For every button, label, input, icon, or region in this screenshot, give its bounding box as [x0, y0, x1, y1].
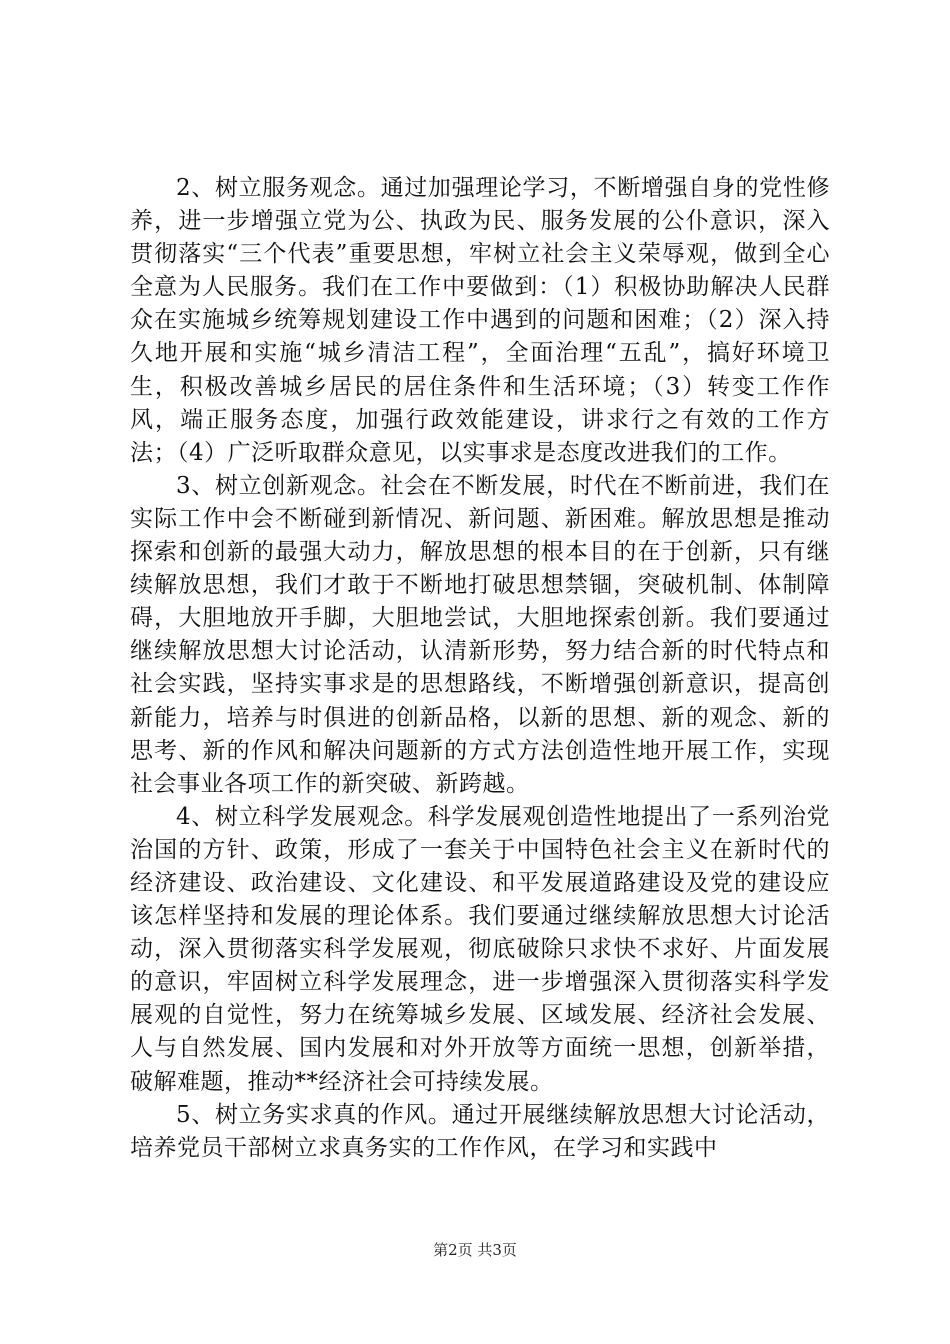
paragraph-innovation-concept: 3、树立创新观念。社会在不断发展，时代在不断前进，我们在实际工作中会不断碰到新情况、新问题、新困难。解放思想是推动探索和创新的最强大动力，解放思想的根本目的在于创新，只有继续解放思想，我们才敢于不断地打破思想禁锢，突破机制、体制障碍，大胆地放开手脚，大胆地尝试，大胆地探索创新。我们要通过继续解放思想大讨论活动，认清新形势，努力结合新的时代特点和社会实践，坚持实事求是的思想路线，不断增强创新意识，提高创新能力，培养与时俱进的创新品格，以新的思想、新的观念、新的思考、新的作风和解决问题新的方式方法创造性地开展工作，实现社会事业各项工作的新突破、新跨越。 — [130, 472, 830, 797]
paragraph-scientific-development-concept: 4、树立科学发展观念。科学发展观创造性地提出了一系列治党治国的方针、政策，形成了一套关于中国特色社会主义在新时代的经济建设、政治建设、文化建设、和平发展道路建设及党的建设应该怎样坚持和发展的理论体系。我们要通过继续解放思想大讨论活动，深入贯彻落实科学发展观，彻底破除只求快不求好、片面发展的意识，牢固树立科学发展理念，进一步增强深入贯彻落实科学发展观的自觉性，努力在统筹城乡发展、区域发展、经济社会发展、人与自然发展、国内发展和对外开放等方面统一思想，创新举措，破解难题，推动**经济社会可持续发展。 — [130, 803, 830, 1095]
page-number-footer: 第2页 共3页 — [433, 1241, 517, 1259]
paragraph-pragmatic-style: 5、树立务实求真的作风。通过开展继续解放思想大讨论活动，培养党员干部树立求真务实的工作作风，在学习和实践中 — [130, 1101, 830, 1161]
paragraph-service-concept: 2、树立服务观念。通过加强理论学习，不断增强自身的党性修养，进一步增强立党为公、执政为民、服务发展的公仆意识，深入贯彻落实“三个代表”重要思想，牢树立社会主义荣辱观，做到全心全意为人民服务。我们在工作中要做到：（1）积极协助解决人民群众在实施城乡统筹规划建设工作中遇到的问题和困难；（2）深入持久地开展和实施“城乡清洁工程”，全面治理“五乱”，搞好环境卫生，积极改善城乡居民的居住条件和生活环境；（3）转变工作作风，端正服务态度，加强行政效能建设，讲求行之有效的工作方法；（4）广泛听取群众意见，以实事求是态度改进我们的工作。 — [130, 175, 830, 466]
document-body — [130, 172, 830, 1165]
